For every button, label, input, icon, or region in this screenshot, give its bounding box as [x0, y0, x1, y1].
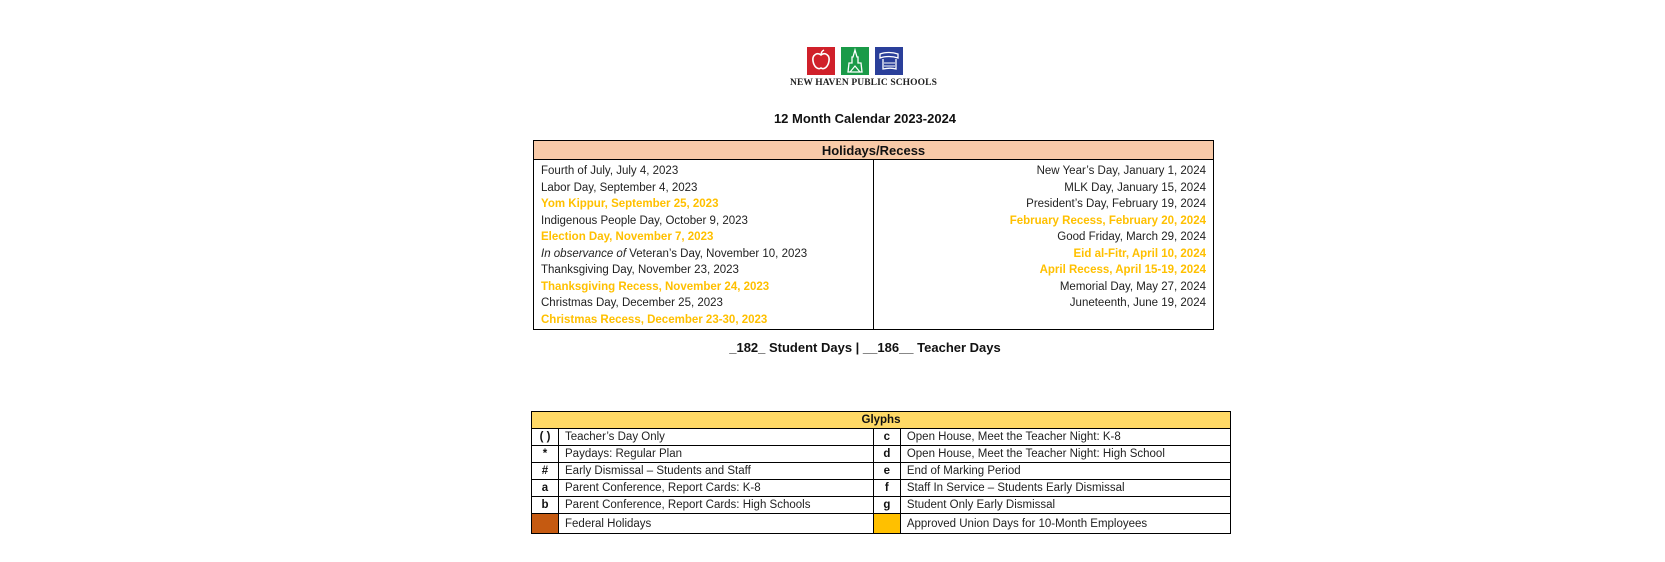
glyph-description: Early Dismissal – Students and Staff [559, 463, 874, 480]
glyph-symbol: c [873, 429, 900, 446]
holiday-item-text: Veteran’s Day, November 10, 2023 [626, 247, 808, 260]
holiday-item: MLK Day, January 15, 2024 [1064, 181, 1206, 194]
glyph-description: End of Marking Period [900, 463, 1230, 480]
holiday-item: Christmas Day, December 25, 2023 [541, 297, 723, 309]
book-icon [875, 47, 903, 75]
glyph-symbol: * [532, 446, 559, 463]
page-title: 12 Month Calendar 2023-2024 [773, 111, 957, 126]
holiday-item [541, 246, 866, 263]
federal-holiday-label: Federal Holidays [559, 514, 874, 534]
holiday-item: Eid al-Fitr, April 10, 2024 [1073, 247, 1206, 260]
glyph-description: Teacher’s Day Only [559, 429, 874, 446]
glyph-description: Paydays: Regular Plan [559, 446, 874, 463]
tower-icon [841, 47, 869, 75]
glyph-symbol: b [532, 497, 559, 514]
holiday-item-prefix: In observance of [541, 247, 627, 260]
glyph-symbol: d [873, 446, 900, 463]
holiday-item: February Recess, February 20, 2024 [1009, 214, 1206, 227]
holiday-item: Christmas Recess, December 23-30, 2023 [541, 313, 768, 326]
glyph-row [532, 429, 1231, 446]
glyph-description: Staff In Service – Students Early Dismissal [900, 480, 1230, 497]
color-legend-row [532, 514, 1231, 534]
glyph-description: Student Only Early Dismissal [900, 497, 1230, 514]
school-logo [790, 47, 937, 88]
glyph-description: Open House, Meet the Teacher Night: K-8 [900, 429, 1230, 446]
holiday-item: Election Day, November 7, 2023 [541, 231, 714, 243]
union-day-swatch [873, 514, 900, 534]
holiday-item: Indigenous People Day, October 9, 2023 [541, 214, 748, 227]
holiday-item: Labor Day, September 4, 2023 [541, 181, 698, 194]
glyph-symbol: g [873, 497, 900, 514]
holiday-item: President’s Day, February 19, 2024 [1026, 198, 1206, 210]
glyph-symbol: # [532, 463, 559, 480]
glyph-row [532, 480, 1231, 497]
day-counts: _182_ Student Days | __186__ Teacher Days [729, 340, 1001, 355]
holidays-right-column [874, 160, 1214, 330]
glyph-symbol: ( ) [532, 429, 559, 446]
glyph-row [532, 446, 1231, 463]
glyph-description: Parent Conference, Report Cards: K-8 [559, 480, 874, 497]
holiday-item: Thanksgiving Recess, November 24, 2023 [541, 280, 770, 293]
holiday-item: Thanksgiving Day, November 23, 2023 [541, 264, 739, 276]
holidays-header: Holidays/Recess [534, 141, 1214, 160]
holiday-item: New Year’s Day, January 1, 2024 [1036, 165, 1206, 177]
glyphs-table [531, 411, 1231, 534]
glyphs-header: Glyphs [532, 412, 1231, 429]
holiday-item: Good Friday, March 29, 2024 [1057, 231, 1206, 243]
holiday-item: April Recess, April 15-19, 2024 [1039, 264, 1206, 276]
glyph-description: Open House, Meet the Teacher Night: High School [900, 446, 1230, 463]
holiday-item: Memorial Day, May 27, 2024 [1059, 280, 1206, 293]
union-day-label: Approved Union Days for 10-Month Employees [900, 514, 1230, 534]
holiday-item: Yom Kippur, September 25, 2023 [541, 198, 719, 210]
holidays-left-column [534, 160, 874, 330]
glyph-row [532, 463, 1231, 480]
glyph-symbol: a [532, 480, 559, 497]
logo-text: NEW HAVEN PUBLIC SCHOOLS [790, 78, 937, 88]
glyph-symbol: f [873, 480, 900, 497]
holiday-item: Fourth of July, July 4, 2023 [541, 165, 679, 177]
glyph-row [532, 497, 1231, 514]
glyph-symbol: e [873, 463, 900, 480]
holidays-table [533, 140, 1214, 330]
apple-icon [807, 47, 835, 75]
federal-holiday-swatch [532, 514, 559, 534]
glyph-description: Parent Conference, Report Cards: High Schools [559, 497, 874, 514]
holiday-item: Juneteenth, June 19, 2024 [1069, 297, 1206, 309]
